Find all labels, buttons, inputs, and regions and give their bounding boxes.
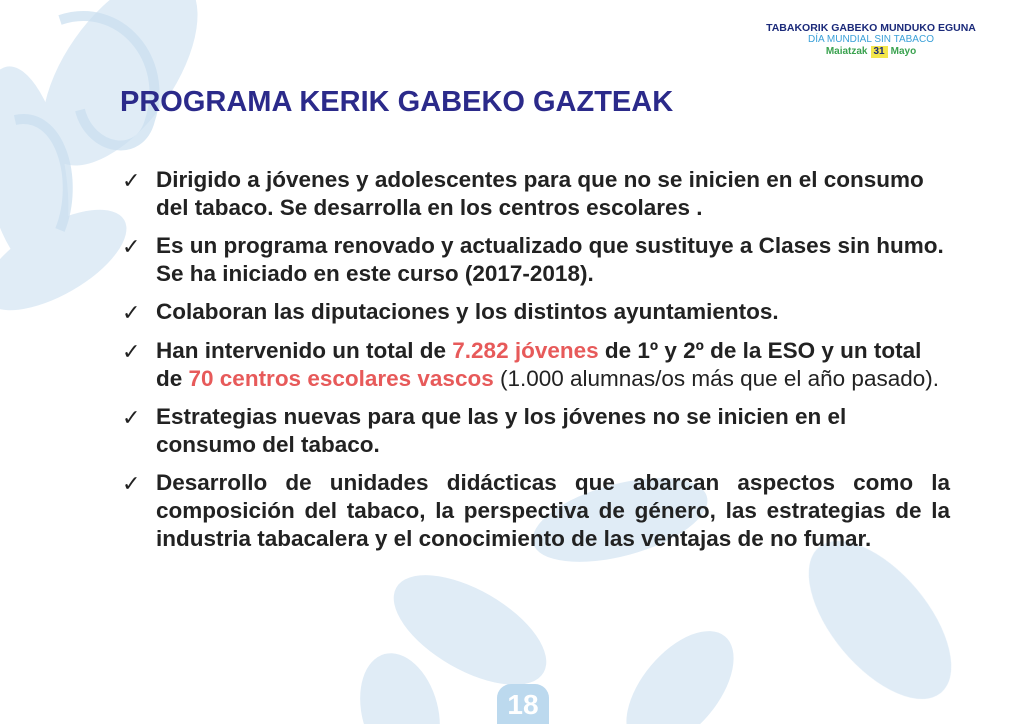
header-date: [756, 46, 986, 58]
bullet-text-part: de 1º y 2º de la ESO y un total de: [156, 338, 922, 391]
bullet-list: [122, 166, 950, 563]
list-item: [122, 166, 950, 222]
checkmark-icon: ✓: [122, 471, 141, 496]
page-number: 18: [497, 684, 549, 724]
bullet-text: Dirigido a jóvenes y adolescentes para que no se inicien en el consumo del tabaco. Se desarrolla en los centros escolares .: [156, 167, 924, 220]
bullet-text: Colaboran las diputaciones y los distintos ayuntamientos.: [156, 299, 779, 324]
bullet-text-part: Han intervenido un total de: [156, 338, 453, 363]
checkmark-icon: ✓: [122, 405, 141, 430]
bullet-text: Desarrollo de unidades didácticas que abarcan aspectos como la composición del tabaco, la perspectiva de género, las estrategias de la industria tabacalera y el conocimiento de las ventajas de no fumar.: [156, 470, 950, 551]
checkmark-icon: ✓: [122, 234, 141, 259]
bullet-text: Estrategias nuevas para que las y los jóvenes no se inicien en el consumo del tabaco.: [156, 404, 847, 457]
bullet-text: [156, 337, 950, 393]
highlight-schools-count: 70 centros escolares vascos: [188, 366, 494, 391]
header-line-spanish: DÍA MUNDIAL SIN TABACO: [808, 34, 934, 45]
page-title: PROGRAMA KERIK GABEKO GAZTEAK: [120, 86, 674, 118]
checkmark-icon: ✓: [122, 300, 141, 325]
checkmark-icon: ✓: [122, 339, 141, 364]
list-item: [122, 337, 950, 393]
bullet-text: Es un programa renovado y actualizado que sustituye a Clases sin humo. Se ha iniciado en este curso (2017-2018).: [156, 233, 944, 286]
highlight-students-count: 7.282 jóvenes: [452, 338, 599, 363]
bullet-text-part: (1.000 alumnas/os más que el año pasado).: [493, 366, 939, 391]
header-banner: [756, 22, 986, 58]
header-day-number: 31: [871, 46, 888, 58]
header-month-spanish: Mayo: [890, 46, 917, 57]
header-month-basque: Maiatzak: [825, 46, 868, 57]
header-line-basque: TABAKORIK GABEKO MUNDUKO EGUNA: [766, 22, 976, 34]
list-item: [122, 232, 950, 288]
list-item: [122, 469, 950, 553]
list-item: [122, 403, 950, 459]
list-item: [122, 298, 950, 327]
checkmark-icon: ✓: [122, 168, 141, 193]
